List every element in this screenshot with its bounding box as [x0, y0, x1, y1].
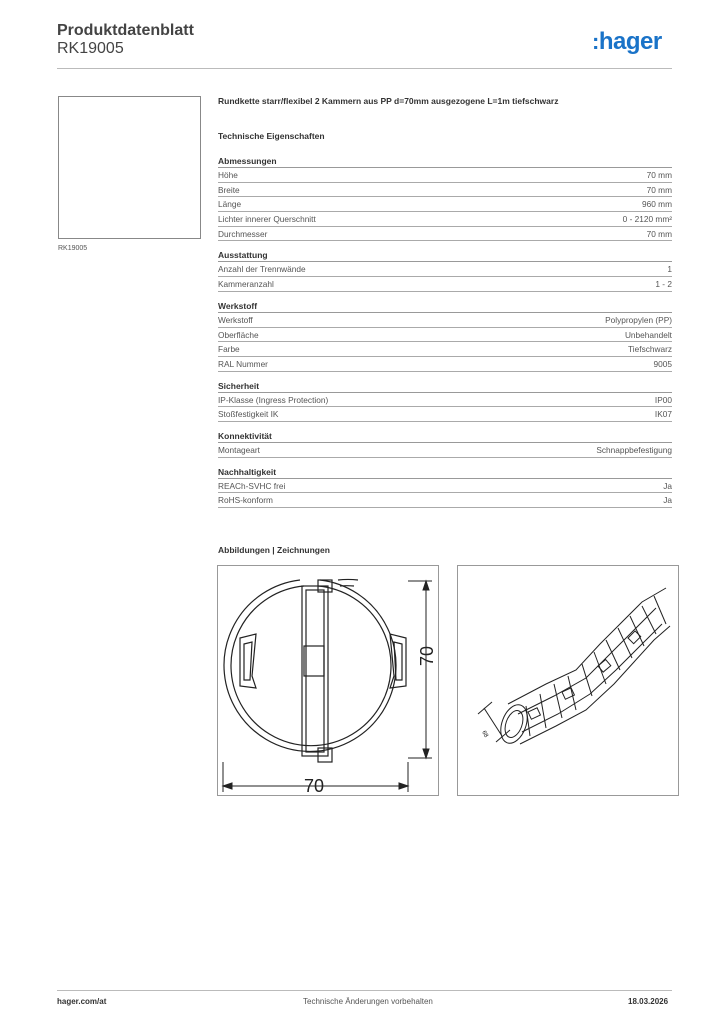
property-section: [218, 155, 672, 241]
property-value: Unbehandelt: [624, 329, 672, 340]
footer-divider: [57, 990, 672, 991]
property-section: [218, 466, 672, 508]
property-value: IP00: [654, 394, 672, 405]
property-row: [218, 493, 672, 508]
properties-sections: [218, 155, 672, 516]
property-label: Montageart: [218, 444, 260, 455]
property-row: [218, 197, 672, 212]
property-value: 1 - 2: [655, 279, 672, 290]
section-title: Konnektivität: [218, 430, 672, 443]
page-title: Produktdatenblatt: [57, 22, 194, 39]
property-label: Höhe: [218, 170, 238, 180]
property-row: [218, 168, 672, 183]
header-divider: [57, 68, 672, 69]
technical-properties-title: Technische Eigenschaften: [218, 131, 325, 141]
property-label: Lichter innerer Querschnitt: [218, 214, 316, 225]
property-row: [218, 262, 672, 277]
width-dimension-label: 70: [304, 776, 325, 796]
property-row: [218, 393, 672, 408]
property-value: Tiefschwarz: [628, 344, 672, 355]
product-image-caption: RK19005: [58, 245, 88, 252]
property-label: Oberfläche: [218, 329, 259, 340]
property-value: 70 mm: [646, 184, 672, 195]
property-section: [218, 300, 672, 372]
product-description: Rundkette starr/flexibel 2 Kammern aus PP d=70mm ausgezogene L=1m tiefschwarz: [218, 96, 559, 106]
property-value: Polypropylen (PP): [605, 314, 672, 325]
property-label: Durchmesser: [218, 228, 268, 239]
diameter-dimension-label: 68: [480, 730, 489, 739]
section-title: Sicherheit: [218, 380, 672, 393]
footer-website-link[interactable]: hager.com/at: [57, 997, 107, 1006]
property-row: [218, 479, 672, 494]
property-row: [218, 328, 672, 343]
property-row: [218, 183, 672, 198]
property-value: 0 - 2120 mm²: [622, 214, 672, 225]
property-value: 9005: [653, 358, 672, 369]
property-value: Schnappbefestigung: [596, 444, 672, 455]
property-value: Ja: [663, 495, 672, 506]
property-value: IK07: [654, 409, 672, 420]
section-title: Nachhaltigkeit: [218, 466, 672, 479]
isometric-svg: [458, 566, 680, 797]
property-label: Stoßfestigkeit IK: [218, 409, 279, 420]
property-value: 960 mm: [642, 199, 672, 210]
article-number: RK19005: [57, 40, 124, 57]
property-row: [218, 407, 672, 422]
property-label: RoHS-konform: [218, 495, 273, 506]
property-label: Anzahl der Trennwände: [218, 264, 306, 275]
cross-section-svg: [218, 566, 440, 797]
property-section: [218, 430, 672, 458]
height-dimension-label: 70: [417, 645, 437, 666]
section-title: Werkstoff: [218, 300, 672, 313]
figures-title: Abbildungen | Zeichnungen: [218, 545, 330, 555]
property-label: Breite: [218, 184, 240, 195]
property-label: Kammeranzahl: [218, 279, 274, 290]
property-value: Ja: [663, 480, 672, 491]
property-section: [218, 380, 672, 422]
property-row: [218, 212, 672, 227]
property-label: Werkstoff: [218, 314, 253, 325]
footer-notice: Technische Änderungen vorbehalten: [303, 997, 433, 1006]
property-row: [218, 277, 672, 292]
property-section: [218, 249, 672, 291]
property-row: [218, 357, 672, 372]
hager-logo: :hager: [592, 28, 662, 55]
property-row: [218, 227, 672, 242]
property-value: 70 mm: [646, 170, 672, 180]
cross-section-drawing: [217, 565, 439, 796]
isometric-drawing: [457, 565, 679, 796]
section-title: Abmessungen: [218, 155, 672, 168]
property-label: REACh-SVHC frei: [218, 480, 286, 491]
property-label: IP-Klasse (Ingress Protection): [218, 394, 329, 405]
property-row: [218, 313, 672, 328]
property-row: [218, 443, 672, 458]
property-label: RAL Nummer: [218, 358, 268, 369]
property-row: [218, 342, 672, 357]
property-label: Farbe: [218, 344, 240, 355]
property-value: 70 mm: [646, 228, 672, 239]
section-title: Ausstattung: [218, 249, 672, 262]
property-value: 1: [667, 264, 672, 275]
property-label: Länge: [218, 199, 242, 210]
footer-date: 18.03.2026: [628, 997, 669, 1006]
product-image: [58, 96, 201, 239]
